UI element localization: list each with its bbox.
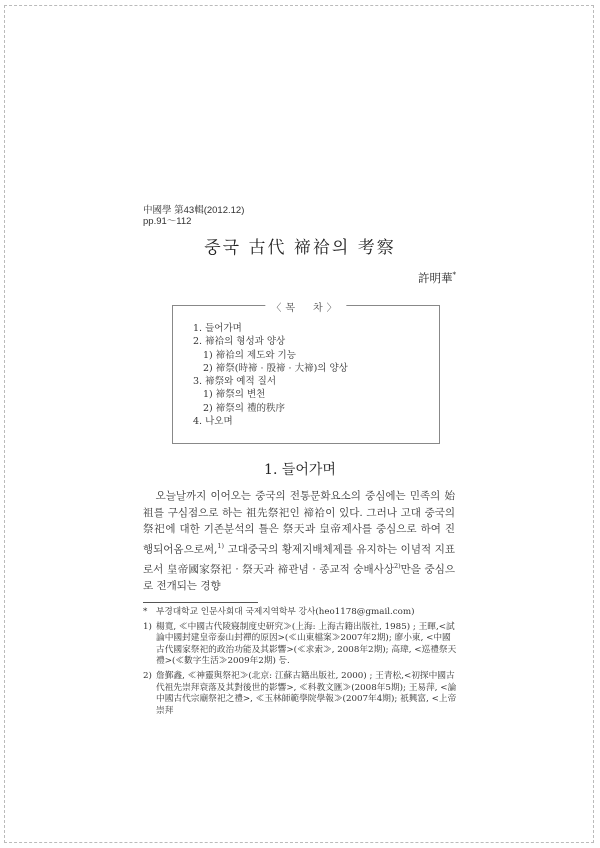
footnote-text: 부경대학교 인문사회대 국제지역학부 강사(heo1178@gmail.com)	[156, 607, 415, 617]
journal-issue: 中國學 第43輯(2012.12)	[143, 205, 245, 216]
footnotes	[143, 607, 457, 720]
journal-info	[143, 205, 244, 227]
toc-list	[193, 322, 348, 428]
toc-item: 4. 나오며	[193, 416, 233, 428]
paragraph-text: 만을 중심으로 전개되는 경향	[143, 563, 455, 592]
toc-item: 1. 들어가며	[193, 323, 242, 334]
toc-subitem: 1) 禘祫의 제도와 기능	[203, 349, 296, 361]
paragraph-text: 오늘날까지 이어오는 중국의 전통문화요소의 중심에는 민족의 始祖를 구심점으로 하는 祖先祭祀인 禘祫이 있다. 그러나 고대 중국의 祭祀에 대한 기존분석의 틀은 祭天과 皇帝제사를 중심으로 하여 진행되어옴으로써,	[143, 490, 455, 555]
footnote-ref-2: 2)	[393, 561, 401, 570]
footnote-mark: 2)	[143, 670, 152, 681]
toc-item: 3. 禘祭와 예적 질서	[193, 376, 277, 388]
toc-subitem: 2) 禘祭(時禘 · 殷禘 · 大禘)의 양상	[203, 362, 348, 374]
author-footnote-mark: *	[452, 271, 456, 280]
paragraph-text: 고대중국의 황제지배체제를 유지하는 이념적 지표로서 皇帝國家祭祀 · 祭天과 禘관념 · 종교적 숭배사상	[143, 543, 455, 575]
page-range: pp.91～112	[143, 216, 192, 227]
footnote-text: 詹鄞鑫, ≪神靈與祭祀≫(北京: 江蘇古籍出版社, 2000) ; 王青松,<初探中國古代祖先崇拜衰落及其對後世的影響>, ≪科教文匯≫(2008年5期); 王易萍, <論中國古代宗廟祭祀之禮>, ≪玉林師範學院學報≫(2007年4期); 祇興富, <上帝崇拜	[156, 670, 457, 716]
footnote-divider	[143, 602, 258, 603]
author	[418, 270, 456, 286]
table-of-contents	[172, 305, 440, 444]
footnote-text: 楊寬, ≪中國古代陵寢制度史研究≫(上海: 上海古籍出版社, 1985) ; 王暉,<試論中國封建皇帝泰山封禪的原因>(≪山東檔案≫2007年2期); 廖小東, <中國古代國家祭祀的政治功能及其影響>(≪求索≫, 2008年2期); 高瑋, <巡禮祭天禮>(≪數字生活≫2009年2期) 등.	[156, 621, 457, 667]
footnote-mark: 1)	[143, 621, 152, 632]
toc-subitem: 2) 禘祭의 禮的秩序	[203, 402, 285, 414]
section-heading: 1. 들어가며	[264, 462, 336, 478]
footnote-ref-1: 1)	[217, 541, 225, 550]
paper-title: 중국 古代 禘祫의 考察	[204, 238, 396, 258]
author-name: 許明華	[418, 271, 453, 285]
footnote-mark: *	[143, 607, 148, 617]
toc-subitem: 1) 禘祭의 변천	[203, 389, 266, 401]
toc-title: 〈목 차〉	[265, 299, 346, 314]
toc-item: 2. 禘祫의 형성과 양상	[193, 336, 286, 348]
body-paragraph	[143, 488, 455, 594]
footnote	[143, 622, 457, 668]
footnote	[143, 671, 457, 717]
footnote	[143, 607, 457, 619]
